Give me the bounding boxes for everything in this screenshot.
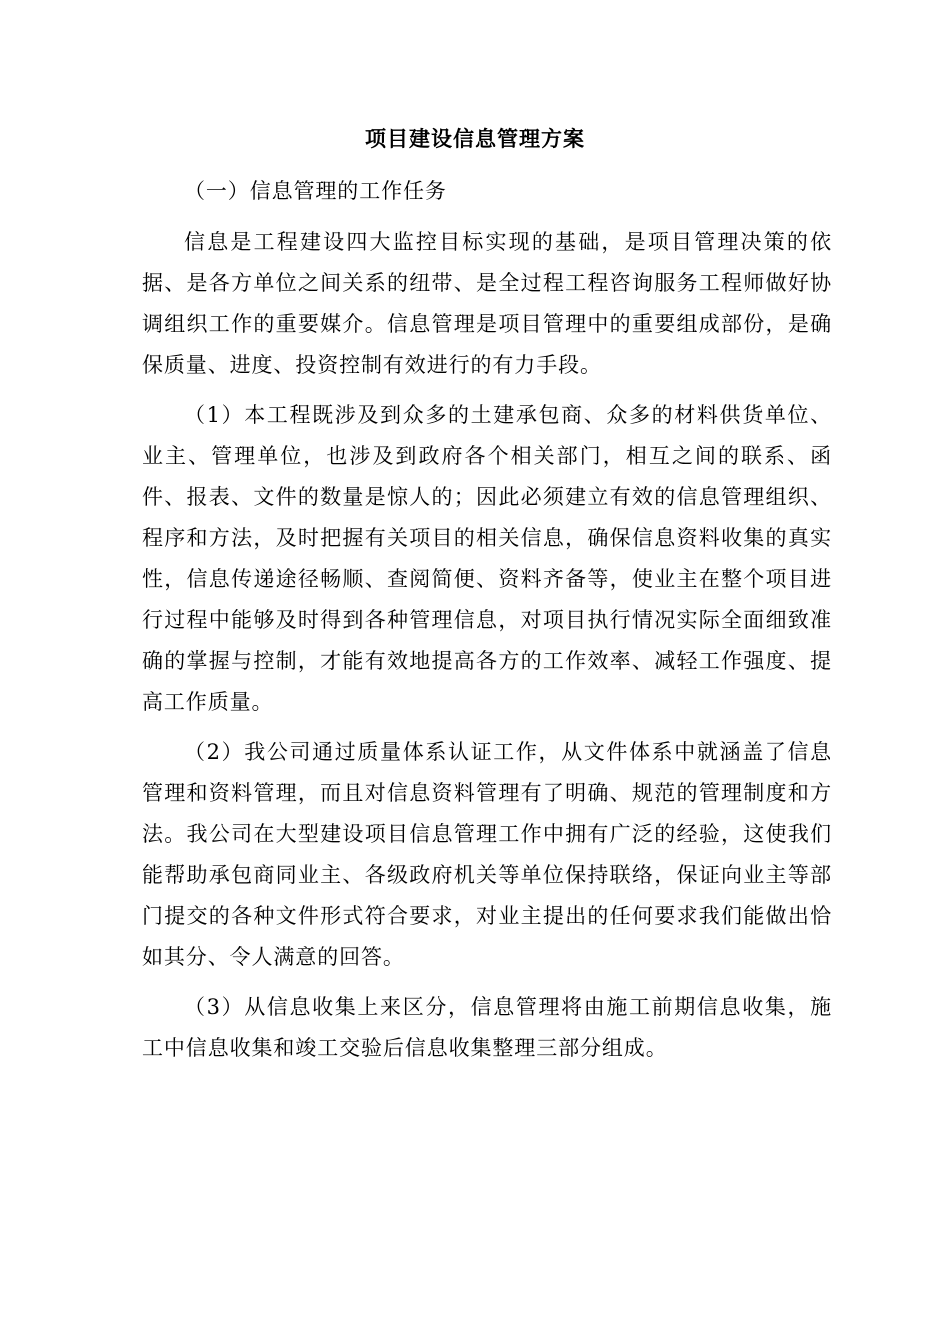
section-heading: （一）信息管理的工作任务 [184, 179, 447, 203]
paragraph-item-1: （1）本工程既涉及到众多的土建承包商、众多的材料供货单位、业主、管理单位，也涉及到政府各个相关部门，相互之间的联系、函件、报表、文件的数量是惊人的；因此必须建立有效的信息管理组织、程序和方法，及时把握有关项目的相关信息，确保信息资料收集的真实性，信息传递途径畅顺、查阅简便、资料齐备等，使业主在整个项目进行过程中能够及时得到各种管理信息，对项目执行情况实际全面细致准确的掌握与控制，才能有效地提高各方的工作效率、减轻工作强度、提高工作质量。 [142, 403, 832, 714]
paragraph-intro: 信息是工程建设四大监控目标实现的基础，是项目管理决策的依据、是各方单位之间关系的纽带、是全过程工程咨询服务工程师做好协调组织工作的重要媒介。信息管理是项目管理中的重要组成部份，是确保质量、进度、投资控制有效进行的有力手段。 [142, 230, 832, 377]
paragraph-item-2: （2）我公司通过质量体系认证工作，从文件体系中就涵盖了信息管理和资料管理，而且对信息资料管理有了明确、规范的管理制度和方法。我公司在大型建设项目信息管理工作中拥有广泛的经验，这使我们能帮助承包商同业主、各级政府机关等单位保持联络，保证向业主等部门提交的各种文件形式符合要求，对业主提出的任何要求我们能做出恰如其分、令人满意的回答。 [142, 740, 832, 969]
paragraph-item-3: （3）从信息收集上来区分，信息管理将由施工前期信息收集，施工中信息收集和竣工交验后信息收集整理三部分组成。 [142, 995, 832, 1060]
document-body [142, 171, 832, 1078]
document-title: 项目建设信息管理方案 [365, 127, 585, 151]
